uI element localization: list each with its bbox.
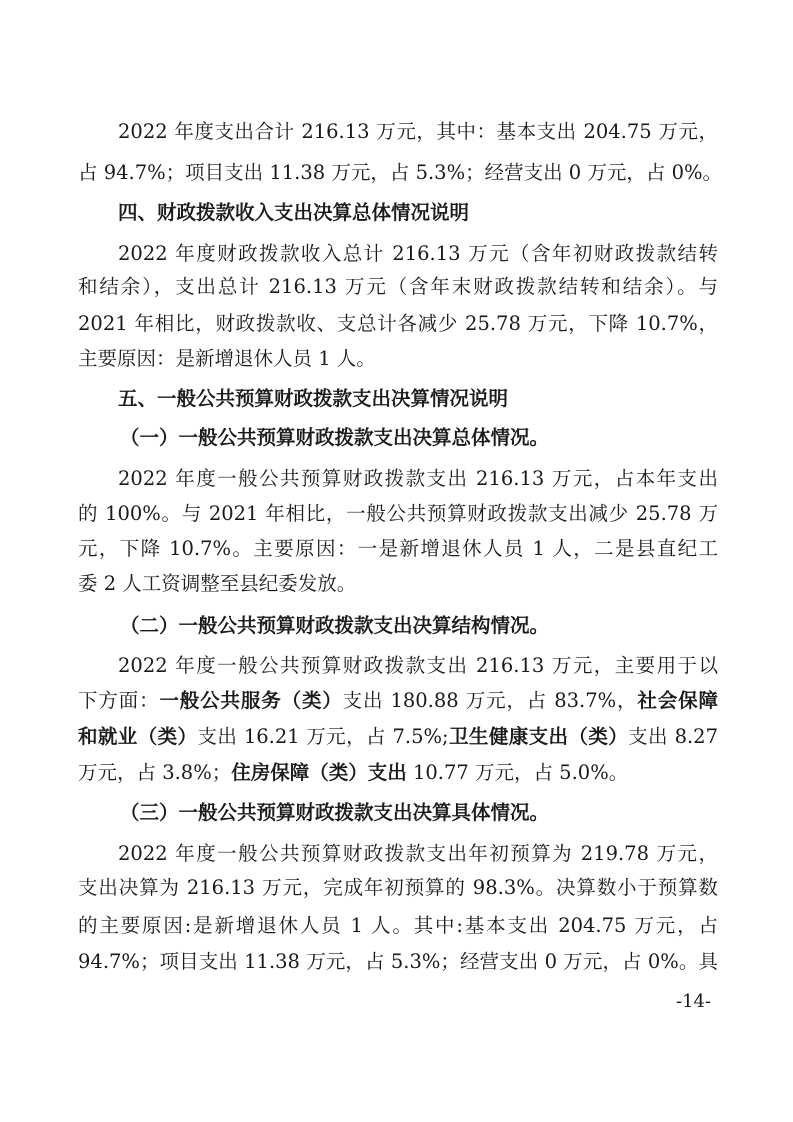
paragraph-3-line-1: 2022 年度一般公共预算财政拨款支出 216.13 万元，占本年支出: [118, 467, 718, 490]
paragraph-3-line-2: 的 100%。与 2021 年相比，一般公共预算财政拨款支出减少 25.78 万: [78, 502, 718, 525]
paragraph-3-line-3: 元，下降 10.7%。主要原因：一是新增退休人员 1 人，二是县直纪工: [78, 537, 718, 560]
category-health-expenditure: 卫生健康支出（类）: [448, 725, 629, 748]
section-heading-5: 五、一般公共预算财政拨款支出决算情况说明: [118, 387, 509, 410]
paragraph-4-line-4-text-c: 10.77 万元，占 5.0%。: [406, 761, 629, 784]
category-housing-security: 住房保障（类）支出: [231, 761, 407, 784]
paragraph-5-line-2: 支出决算为 216.13 万元，完成年初预算的 98.3%。决算数小于预算数: [78, 876, 718, 899]
subsection-heading-1: （一）一般公共预算财政拨款支出决算总体情况。: [120, 426, 550, 449]
paragraph-3-line-4: 委 2 人工资调整至县纪委发放。: [78, 572, 357, 595]
paragraph-4-line-4-text-a: 万元，占 3.8%；: [78, 761, 232, 784]
paragraph-4-line-2-text-a: 下方面：: [78, 689, 160, 712]
paragraph-5-line-4: 94.7%；项目支出 11.38 万元，占 5.3%；经营支出 0 万元，占 0%。具: [78, 950, 718, 973]
paragraph-1-line-2: 占 94.7%；项目支出 11.38 万元，占 5.3%；经营支出 0 万元，占 0%。: [78, 161, 723, 184]
subsection-heading-3: （三）一般公共预算财政拨款支出决算具体情况。: [120, 801, 550, 824]
paragraph-2-line-1: 2022 年度财政拨款收入总计 216.13 万元（含年初财政拨款结转: [118, 242, 718, 265]
paragraph-4-line-3: [78, 723, 718, 751]
paragraph-4-line-4: [78, 759, 718, 787]
paragraph-5-line-3: 的主要原因:是新增退休人员 1 人。其中:基本支出 204.75 万元，占: [78, 914, 718, 937]
paragraph-2-line-2: 和结余），支出总计 216.13 万元（含年末财政拨款结转和结余）。与: [78, 275, 718, 298]
paragraph-5-line-1: 2022 年度一般公共预算财政拨款支出年初预算为 219.78 万元，: [118, 842, 718, 865]
paragraph-2-line-3: 2021 年相比，财政拨款收、支总计各减少 25.78 万元，下降 10.7%，: [78, 312, 718, 335]
paragraph-1-line-1: 2022 年度支出合计 216.13 万元，其中：基本支出 204.75 万元，: [118, 120, 718, 143]
paragraph-4-line-3-text-b: 支出 16.21 万元，占 7.5%;: [197, 725, 449, 748]
category-social-security-part2: 和就业（类）: [78, 725, 198, 748]
subsection-heading-2: （二）一般公共预算财政拨款支出决算结构情况。: [120, 614, 550, 637]
paragraph-4-line-2-text-c: 支出 180.88 万元，占 83.7%，: [342, 689, 638, 712]
category-social-security-part1: 社会保障: [637, 689, 718, 712]
paragraph-2-line-4: 主要原因：是新增退休人员 1 人。: [78, 347, 376, 370]
paragraph-4-line-2: [78, 687, 718, 715]
page-number: -14-: [676, 991, 712, 1012]
paragraph-4-line-1: 2022 年度一般公共预算财政拨款支出 216.13 万元，主要用于以: [118, 654, 718, 677]
paragraph-4-line-3-text-d: 支出 8.27: [628, 725, 718, 748]
section-heading-4: 四、财政拨款收入支出决算总体情况说明: [118, 201, 470, 224]
category-general-public-services: 一般公共服务（类）: [159, 689, 343, 712]
